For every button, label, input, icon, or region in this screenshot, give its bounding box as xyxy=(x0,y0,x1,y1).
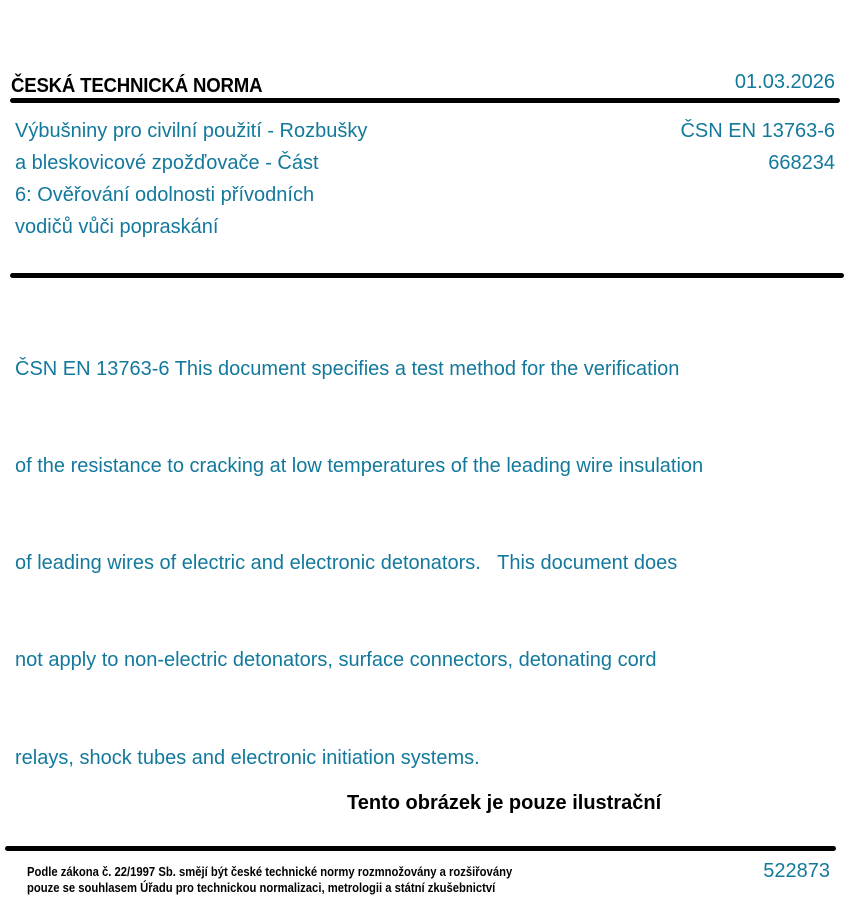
document-header-title: ČESKÁ TECHNICKÁ NORMA xyxy=(11,75,263,97)
abstract-line: not apply to non-electric detonators, surface connectors, detonating cord xyxy=(15,649,657,672)
catalog-number: 668234 xyxy=(768,152,835,174)
legal-notice xyxy=(27,864,512,896)
abstract xyxy=(15,288,815,807)
abstract-line: relays, shock tubes and electronic initiation systems. xyxy=(15,746,480,769)
footer-code: 522873 xyxy=(763,860,830,882)
document-date: 01.03.2026 xyxy=(734,71,835,93)
illustration-note: Tento obrázek je pouze ilustrační xyxy=(347,792,662,814)
section-divider xyxy=(10,273,844,278)
title-line: Výbušniny pro civilní použití - Rozbušky xyxy=(15,120,368,142)
standard-designation: ČSN EN 13763-6 xyxy=(680,120,835,142)
title-line: 6: Ověřování odolnosti přívodních xyxy=(15,184,315,206)
abstract-line: ČSN EN 13763-6 This document specifies a test method for the verification xyxy=(15,357,680,380)
abstract-line: of leading wires of electric and electronic detonators. This document does xyxy=(15,552,678,575)
legal-line: Podle zákona č. 22/1997 Sb. smějí být české technické normy rozmnožovány a rozšiřovány xyxy=(27,865,513,879)
legal-line: pouze se souhlasem Úřadu pro technickou normalizaci, metrologii a státní zkušebnictví xyxy=(27,881,496,895)
title-line: vodičů vůči popraskání xyxy=(15,216,219,238)
title-line: a bleskovicové zpožďovače - Část xyxy=(15,152,319,174)
footer-divider xyxy=(5,846,836,851)
standard-identifiers xyxy=(680,115,835,179)
standard-title xyxy=(15,115,435,243)
header-divider xyxy=(10,98,840,103)
abstract-line: of the resistance to cracking at low temperatures of the leading wire insulation xyxy=(15,455,704,478)
